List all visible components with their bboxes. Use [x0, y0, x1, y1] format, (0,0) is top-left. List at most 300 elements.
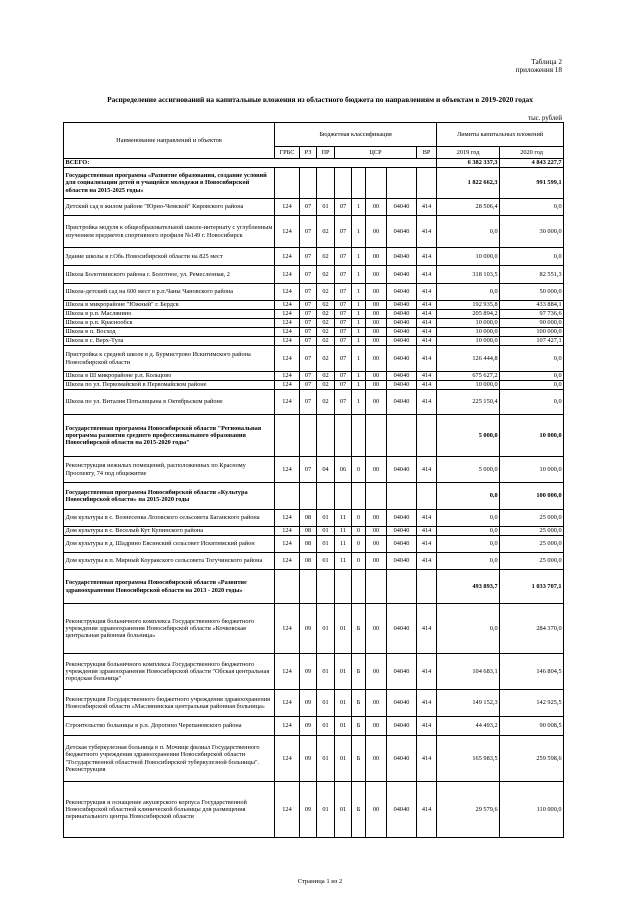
- cell-2020: 0,0: [500, 199, 564, 216]
- cell-vr: 414: [417, 248, 437, 266]
- cell-rz: 09: [300, 690, 317, 717]
- cell-2019: 10 000,0: [437, 319, 500, 328]
- cell-rz: 07: [300, 301, 317, 310]
- table-row: [64, 536, 564, 553]
- cell-c2: [352, 483, 366, 510]
- cell-c4: 04040: [387, 604, 417, 654]
- cell-2019: 149 152,3: [437, 690, 500, 717]
- cell-2020: 991 599,1: [500, 168, 564, 199]
- table-row: [64, 527, 564, 536]
- table-row: [64, 301, 564, 310]
- cell-pr: [317, 415, 335, 457]
- cell-vr: 414: [417, 381, 437, 390]
- col-2019-header: 2019 год: [437, 147, 500, 159]
- cell-c4: 04040: [387, 301, 417, 310]
- cell-pr: 02: [317, 319, 335, 328]
- cell-pr: 01: [317, 782, 335, 838]
- cell-c2: [352, 570, 366, 604]
- cell-vr: 414: [417, 604, 437, 654]
- cell-grbs: 124: [275, 266, 300, 284]
- cell-2020: 25 000,0: [500, 510, 564, 527]
- cell-c2: 1: [352, 390, 366, 415]
- cell-c1: 07: [335, 328, 352, 337]
- total-2020: 4 843 227,7: [500, 159, 564, 168]
- cell-vr: 414: [417, 536, 437, 553]
- cell-c4: 04040: [387, 690, 417, 717]
- total-2019: 6 382 337,3: [437, 159, 500, 168]
- cell-c3: 00: [366, 553, 387, 570]
- cell-pr: 02: [317, 381, 335, 390]
- cell-2020: 82 551,3: [500, 266, 564, 284]
- row-name: Школа-детский сад на 600 мест в р.п.Чаны Чановского района: [64, 284, 275, 301]
- allocation-table: [63, 122, 564, 838]
- cell-grbs: 124: [275, 782, 300, 838]
- cell-2020: 146 804,5: [500, 654, 564, 690]
- table-row: [64, 372, 564, 381]
- cell-grbs: 124: [275, 337, 300, 346]
- cell-c1: [335, 483, 352, 510]
- table-row: [64, 690, 564, 717]
- cell-grbs: 124: [275, 319, 300, 328]
- cell-2019: 0,0: [437, 536, 500, 553]
- cell-c4: 04040: [387, 457, 417, 483]
- cell-c4: 04040: [387, 381, 417, 390]
- cell-2019: 493 893,7: [437, 570, 500, 604]
- cell-c4: 04040: [387, 216, 417, 248]
- cell-pr: 01: [317, 736, 335, 782]
- cell-pr: 01: [317, 654, 335, 690]
- cell-2020: 0,0: [500, 381, 564, 390]
- cell-2020: 97 736,6: [500, 310, 564, 319]
- table-row: [64, 457, 564, 483]
- cell-2019: 28 506,4: [437, 199, 500, 216]
- cell-c1: 01: [335, 717, 352, 736]
- cell-2020: 30 000,0: [500, 216, 564, 248]
- cell-grbs: 124: [275, 604, 300, 654]
- cell-c3: 00: [366, 604, 387, 654]
- cell-grbs: 124: [275, 736, 300, 782]
- cell-c3: 00: [366, 319, 387, 328]
- row-name: Реконструкция нежилых помещений, расположенных по Красному Проспекту, 74 под общежитие: [64, 457, 275, 483]
- row-name: Государственная программа Новосибирской области "Региональная программа развития среднего профессионального образования Новосибирской области на 2015-2020 годы": [64, 415, 275, 457]
- cell-c3: 00: [366, 390, 387, 415]
- cell-c4: 04040: [387, 199, 417, 216]
- row-name: Школа по ул. Первомайской в Первомайском районе: [64, 381, 275, 390]
- cell-2019: 0,0: [437, 216, 500, 248]
- cell-c2: 1: [352, 381, 366, 390]
- table-row: [64, 604, 564, 654]
- cell-c1: [335, 570, 352, 604]
- cell-c1: 07: [335, 248, 352, 266]
- cell-2019: 0,0: [437, 483, 500, 510]
- row-name: Реконструкция Государственного бюджетного учреждения здравоохранения Новосибирской области «Маслянинская центральная районная больница»: [64, 690, 275, 717]
- cell-c4: [387, 415, 417, 457]
- cell-c2: 1: [352, 337, 366, 346]
- cell-vr: 414: [417, 310, 437, 319]
- cell-rz: [300, 483, 317, 510]
- row-name: Пристройка к средней школе в д. Бурмистрово Искитимского района Новосибирской области: [64, 346, 275, 372]
- cell-2020: 0,0: [500, 390, 564, 415]
- col-rz-header: РЗ: [300, 147, 317, 159]
- cell-c3: 00: [366, 381, 387, 390]
- cell-vr: 414: [417, 346, 437, 372]
- cell-grbs: 124: [275, 717, 300, 736]
- cell-c1: 07: [335, 319, 352, 328]
- cell-2019: 675 627,2: [437, 372, 500, 381]
- cell-vr: 414: [417, 553, 437, 570]
- cell-vr: 414: [417, 736, 437, 782]
- cell-pr: 01: [317, 690, 335, 717]
- col-csr-header: ЦСР: [335, 147, 417, 159]
- cell-2019: 225 150,4: [437, 390, 500, 415]
- cell-2020: 284 370,0: [500, 604, 564, 654]
- cell-vr: 414: [417, 199, 437, 216]
- cell-c1: [335, 415, 352, 457]
- cell-2020: 100 000,0: [500, 483, 564, 510]
- table-row: [64, 284, 564, 301]
- cell-c3: 00: [366, 736, 387, 782]
- cell-2019: 192 935,8: [437, 301, 500, 310]
- cell-c3: 00: [366, 310, 387, 319]
- cell-2020: 0,0: [500, 346, 564, 372]
- cell-2019: 0,0: [437, 284, 500, 301]
- cell-c3: [366, 168, 387, 199]
- col-vr-header: ВР: [417, 147, 437, 159]
- cell-c3: [366, 570, 387, 604]
- cell-vr: 414: [417, 390, 437, 415]
- cell-c1: 07: [335, 199, 352, 216]
- cell-2019: 44 493,2: [437, 717, 500, 736]
- cell-c3: 00: [366, 248, 387, 266]
- cell-c3: 00: [366, 690, 387, 717]
- cell-2019: 318 103,5: [437, 266, 500, 284]
- cell-c4: 04040: [387, 248, 417, 266]
- row-name: Государственная программа «Развитие образования, создание условий для социализации детей и учащейся молодежи в Новосибирской области на 2015-2025 годы»: [64, 168, 275, 199]
- cell-vr: 414: [417, 527, 437, 536]
- table-row: [64, 319, 564, 328]
- col-budget-class-header: Бюджетная классификация: [275, 123, 437, 147]
- row-name: Реконструкция больничного комплекса Государственного бюджетного учреждения здравоохранения Новосибирской области "Обская центральная городская больница": [64, 654, 275, 690]
- cell-rz: [300, 168, 317, 199]
- cell-2020: 142 925,5: [500, 690, 564, 717]
- cell-vr: 414: [417, 216, 437, 248]
- row-name: Дом культуры в д. Шадрино Евсинский сельсовет Искитимский район: [64, 536, 275, 553]
- cell-2020: 50 000,0: [500, 284, 564, 301]
- cell-c3: 00: [366, 337, 387, 346]
- row-name: Школа в р.п. Краснообск: [64, 319, 275, 328]
- cell-2020: 110 000,0: [500, 782, 564, 838]
- page-footer: Страница 1 из 2: [297, 878, 343, 885]
- cell-pr: 01: [317, 510, 335, 527]
- cell-grbs: 124: [275, 372, 300, 381]
- cell-vr: 414: [417, 510, 437, 527]
- cell-c4: 04040: [387, 510, 417, 527]
- cell-c2: 1: [352, 328, 366, 337]
- cell-vr: 414: [417, 266, 437, 284]
- cell-rz: [300, 570, 317, 604]
- cell-c4: [387, 483, 417, 510]
- cell-c2: 1: [352, 248, 366, 266]
- cell-c4: 04040: [387, 372, 417, 381]
- cell-2020: 25 000,0: [500, 553, 564, 570]
- cell-c2: 0: [352, 457, 366, 483]
- cell-vr: 414: [417, 782, 437, 838]
- cell-2019: 205 894,2: [437, 310, 500, 319]
- cell-c3: 00: [366, 510, 387, 527]
- cell-c1: 07: [335, 284, 352, 301]
- cell-c4: 04040: [387, 536, 417, 553]
- cell-grbs: 124: [275, 301, 300, 310]
- cell-pr: 01: [317, 536, 335, 553]
- table-row: [64, 654, 564, 690]
- cell-rz: 08: [300, 510, 317, 527]
- cell-vr: 414: [417, 301, 437, 310]
- cell-rz: [300, 415, 317, 457]
- table-row: [64, 510, 564, 527]
- cell-2019: 10 000,0: [437, 381, 500, 390]
- cell-2020: 25 000,0: [500, 536, 564, 553]
- cell-c1: 07: [335, 266, 352, 284]
- cell-c1: 07: [335, 310, 352, 319]
- cell-2020: 259 598,6: [500, 736, 564, 782]
- cell-c1: 11: [335, 553, 352, 570]
- cell-c4: [387, 570, 417, 604]
- cell-2019: 5 000,0: [437, 415, 500, 457]
- cell-grbs: 124: [275, 346, 300, 372]
- cell-c3: 00: [366, 527, 387, 536]
- cell-rz: 07: [300, 390, 317, 415]
- cell-rz: 09: [300, 654, 317, 690]
- cell-c2: Б: [352, 654, 366, 690]
- cell-2019: 0,0: [437, 510, 500, 527]
- cell-2020: 100 000,0: [500, 328, 564, 337]
- cell-vr: 414: [417, 457, 437, 483]
- cell-vr: 414: [417, 372, 437, 381]
- row-name: Школа в Ш микрорайоне р.п. Кольцово: [64, 372, 275, 381]
- cell-grbs: 124: [275, 457, 300, 483]
- col-pr-header: ПР: [317, 147, 335, 159]
- cell-c3: 00: [366, 284, 387, 301]
- cell-c4: 04040: [387, 337, 417, 346]
- row-name: Школа в микрорайоне "Южный" г. Бердск: [64, 301, 275, 310]
- cell-c1: 07: [335, 337, 352, 346]
- cell-2019: 10 000,0: [437, 328, 500, 337]
- cell-pr: [317, 483, 335, 510]
- col-name-header: Наименование направлений и объектов: [64, 123, 275, 159]
- cell-rz: 09: [300, 604, 317, 654]
- cell-rz: 09: [300, 736, 317, 782]
- cell-c2: Б: [352, 690, 366, 717]
- cell-c3: 00: [366, 301, 387, 310]
- cell-grbs: 124: [275, 390, 300, 415]
- cell-c4: 04040: [387, 310, 417, 319]
- cell-c3: 00: [366, 346, 387, 372]
- cell-c4: 04040: [387, 654, 417, 690]
- cell-c4: 04040: [387, 346, 417, 372]
- row-name: Школа в р.п. Маслянино: [64, 310, 275, 319]
- cell-c2: 1: [352, 310, 366, 319]
- cell-2019: 10 000,0: [437, 248, 500, 266]
- cell-c1: 01: [335, 604, 352, 654]
- cell-pr: 02: [317, 284, 335, 301]
- cell-c2: 1: [352, 346, 366, 372]
- cell-c1: 07: [335, 390, 352, 415]
- cell-rz: 07: [300, 319, 317, 328]
- cell-2020: 90 000,0: [500, 319, 564, 328]
- cell-c4: 04040: [387, 736, 417, 782]
- cell-c2: 1: [352, 301, 366, 310]
- row-name: Дом культуры в с. Вознесенка Лозовского сельсовета Баганского района: [64, 510, 275, 527]
- table-row: [64, 782, 564, 838]
- cell-rz: 07: [300, 310, 317, 319]
- row-name: Школа по ул. Виталия Потылицына в Октябрьском районе: [64, 390, 275, 415]
- cell-pr: 02: [317, 328, 335, 337]
- cell-vr: 414: [417, 319, 437, 328]
- cell-c2: [352, 168, 366, 199]
- cell-c1: [335, 168, 352, 199]
- table-row: [64, 199, 564, 216]
- cell-c1: 01: [335, 690, 352, 717]
- cell-2020: 10 000,0: [500, 415, 564, 457]
- cell-c3: 00: [366, 457, 387, 483]
- cell-c3: 00: [366, 717, 387, 736]
- col-grbs-header: ГРБС: [275, 147, 300, 159]
- cell-pr: 01: [317, 199, 335, 216]
- cell-pr: 02: [317, 346, 335, 372]
- cell-c4: 04040: [387, 319, 417, 328]
- cell-c4: 04040: [387, 390, 417, 415]
- col-limits-header: Лимиты капитальных вложений: [437, 123, 564, 147]
- cell-2020: 25 000,0: [500, 527, 564, 536]
- cell-2019: 10 000,0: [437, 337, 500, 346]
- cell-pr: 01: [317, 553, 335, 570]
- cell-c3: 00: [366, 199, 387, 216]
- cell-c1: 07: [335, 216, 352, 248]
- cell-2019: 104 683,1: [437, 654, 500, 690]
- cell-grbs: [275, 415, 300, 457]
- cell-pr: [317, 168, 335, 199]
- table-row: [64, 381, 564, 390]
- cell-2019: 126 444,8: [437, 346, 500, 372]
- cell-c1: 07: [335, 381, 352, 390]
- cell-vr: [417, 483, 437, 510]
- cell-grbs: 124: [275, 310, 300, 319]
- cell-pr: 02: [317, 248, 335, 266]
- cell-2019: 29 579,6: [437, 782, 500, 838]
- cell-c1: 11: [335, 527, 352, 536]
- cell-rz: 07: [300, 346, 317, 372]
- cell-rz: 07: [300, 328, 317, 337]
- table-row: [64, 328, 564, 337]
- table-row: [64, 390, 564, 415]
- table-row: [64, 346, 564, 372]
- cell-rz: 07: [300, 381, 317, 390]
- cell-vr: 414: [417, 690, 437, 717]
- cell-2020: 1 033 707,1: [500, 570, 564, 604]
- cell-rz: 07: [300, 266, 317, 284]
- cell-vr: 414: [417, 328, 437, 337]
- cell-vr: 414: [417, 284, 437, 301]
- table-row: [64, 553, 564, 570]
- table-row: [64, 216, 564, 248]
- cell-c3: [366, 415, 387, 457]
- cell-pr: 02: [317, 337, 335, 346]
- cell-2020: 10 000,0: [500, 457, 564, 483]
- cell-grbs: 124: [275, 199, 300, 216]
- cell-grbs: 124: [275, 654, 300, 690]
- cell-2020: 107 427,1: [500, 337, 564, 346]
- cell-c4: 04040: [387, 527, 417, 536]
- cell-2020: 433 884,1: [500, 301, 564, 310]
- cell-rz: 07: [300, 248, 317, 266]
- cell-rz: 07: [300, 199, 317, 216]
- cell-grbs: [275, 168, 300, 199]
- col-2020-header: 2020 год: [500, 147, 564, 159]
- cell-c2: Б: [352, 717, 366, 736]
- cell-c3: 00: [366, 266, 387, 284]
- cell-c1: 07: [335, 372, 352, 381]
- cell-grbs: 124: [275, 328, 300, 337]
- cell-c2: 1: [352, 319, 366, 328]
- cell-c3: [366, 483, 387, 510]
- cell-c1: 07: [335, 346, 352, 372]
- cell-pr: 01: [317, 604, 335, 654]
- units-label: тыс. рублей: [528, 115, 562, 122]
- cell-grbs: 124: [275, 284, 300, 301]
- cell-2019: 0,0: [437, 527, 500, 536]
- row-name: Дом культуры в с. Веселый Кут Купинского района: [64, 527, 275, 536]
- cell-c4: 04040: [387, 717, 417, 736]
- program-row: [64, 483, 564, 510]
- cell-c1: 01: [335, 736, 352, 782]
- table-row: [64, 266, 564, 284]
- cell-2020: 0,0: [500, 248, 564, 266]
- cell-pr: [317, 570, 335, 604]
- cell-rz: 07: [300, 372, 317, 381]
- row-name: Детская туберкулезная больница в п. Мочище филиал Государственного бюджетного учреждения здравоохранения Новосибирской области "Государственной областной Новосибирской туберкулезной больницы". Реконструкция: [64, 736, 275, 782]
- cell-c4: [387, 168, 417, 199]
- cell-c2: 0: [352, 527, 366, 536]
- row-name: Реконструкция больничного комплекса Государственного бюджетного учреждения здравоохранения Новосибирской области «Кочковская центральная районная больница»: [64, 604, 275, 654]
- cell-rz: 07: [300, 337, 317, 346]
- cell-grbs: 124: [275, 510, 300, 527]
- cell-c1: 01: [335, 654, 352, 690]
- row-name: Дом культуры в п. Мирный Коуракского сельсовета Тогучинского района: [64, 553, 275, 570]
- cell-2019: 165 983,5: [437, 736, 500, 782]
- cell-vr: 414: [417, 717, 437, 736]
- cell-c1: 11: [335, 536, 352, 553]
- cell-pr: 02: [317, 372, 335, 381]
- row-name: Государственная программа Новосибирской области «Культура Новосибирской области» на 2015-2020 годы: [64, 483, 275, 510]
- cell-c2: 0: [352, 553, 366, 570]
- program-row: [64, 570, 564, 604]
- cell-c3: 00: [366, 216, 387, 248]
- cell-c4: 04040: [387, 553, 417, 570]
- row-name: Реконструкция и оснащение акушерского корпуса Государственной Новосибирской областной клинической больницы для размещения перинатального центра Новосибирской области: [64, 782, 275, 838]
- cell-grbs: 124: [275, 690, 300, 717]
- cell-rz: 09: [300, 717, 317, 736]
- cell-grbs: 124: [275, 527, 300, 536]
- cell-c2: 1: [352, 372, 366, 381]
- cell-c1: 07: [335, 301, 352, 310]
- cell-c1: 01: [335, 782, 352, 838]
- cell-pr: 01: [317, 717, 335, 736]
- row-name: Строительство больницы в р.п. Дорогино Черепановского района: [64, 717, 275, 736]
- total-label: ВСЕГО:: [64, 159, 437, 168]
- cell-pr: 02: [317, 310, 335, 319]
- table-row: [64, 717, 564, 736]
- row-name: Здание школы в г.Обь Новосибирской области на 825 мест: [64, 248, 275, 266]
